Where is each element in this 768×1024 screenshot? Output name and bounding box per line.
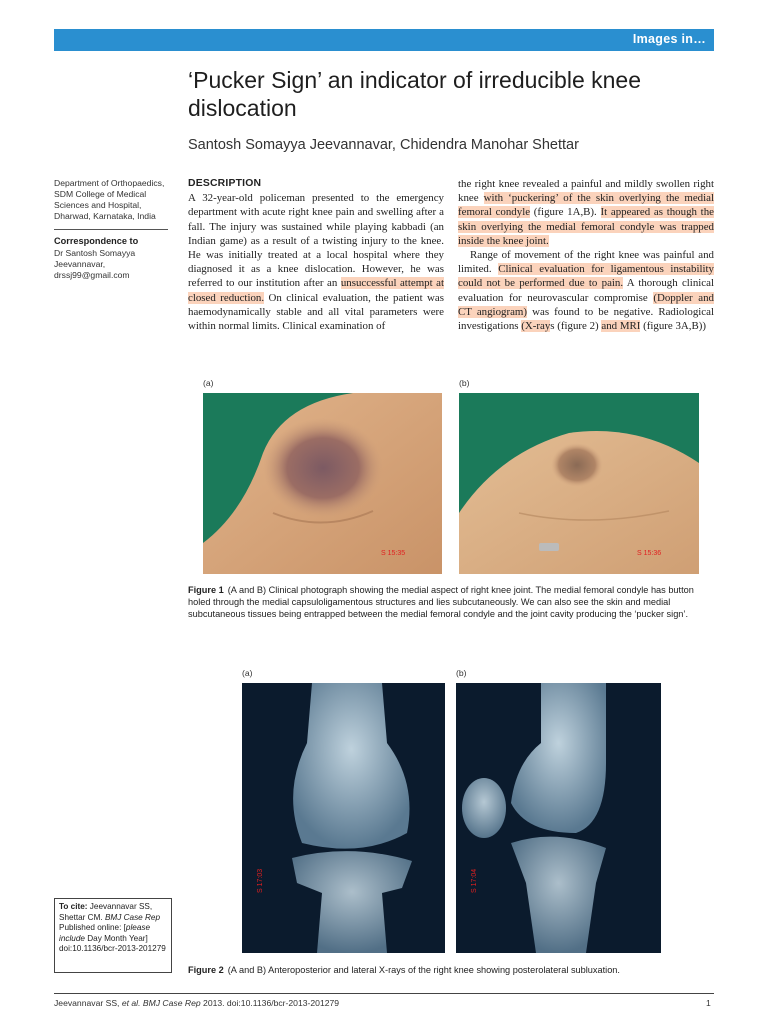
section-heading: DESCRIPTION <box>188 178 262 189</box>
cite-text: Day Month Year] doi:10.1136/bcr-2013-201279 <box>59 933 166 954</box>
figure2-xray-a <box>242 683 445 953</box>
cite-text: Jeevannavar SS, Shettar CM. <box>59 902 153 922</box>
figure2-label-a: (a) <box>242 668 253 678</box>
svg-text:S 17:03: S 17:03 <box>257 868 264 893</box>
figure1-label-b: (b) <box>459 378 470 388</box>
figure2-caption-text: (A and B) Anteroposterior and lateral X-rays of the right knee showing posterolateral subluxation. <box>227 965 620 975</box>
figure1-caption <box>188 584 712 620</box>
paragraph <box>458 177 714 248</box>
cite-text: Published online: [ <box>59 923 126 933</box>
cite-label: To cite: <box>59 902 88 911</box>
paragraph <box>458 248 714 333</box>
figure1-photo-a <box>203 393 442 574</box>
body-text: (figure 3A,B)) <box>640 320 707 333</box>
footer-authors: Jeevannavar SS, <box>54 998 122 1008</box>
highlight: It appeared as though the skin overlying the medial femoral condyle was trapped inside the knee joint. <box>458 206 714 247</box>
article-authors: Santosh Somayya Jeevannavar, Chidendra Manohar Shettar <box>188 137 579 153</box>
footer-doi: 2013. doi:10.1136/bcr-2013-201279 <box>200 998 340 1008</box>
figure1-caption-text: (A and B) Clinical photograph showing the medial aspect of right knee joint. The medial femoral condyle has button holed through the medial capsuloligamentous structures and lies subcutaneously. We can also see the skin and medial subcutaneous tissues being entrapped between the medial femoral condyle and the joint cavity producing the ‘pucker sign’. <box>188 585 694 619</box>
body-column-2 <box>458 177 714 333</box>
affiliation: Department of Orthopaedics, SDM College of Medical Sciences and Hospital, Dharwad, Karnataka, India <box>54 178 165 221</box>
article-title: ‘Pucker Sign’ an indicator of irreducible knee dislocation <box>188 67 642 121</box>
banner-label: Images in… <box>632 32 706 46</box>
svg-text:S 15:36: S 15:36 <box>637 550 662 557</box>
figure1-photo-b <box>459 393 699 574</box>
body-text: On clinical evaluation, the patient was haemodynamically stable and all vital parameters were within normal limits. Clinical examination of <box>188 291 444 333</box>
highlight: with ‘puckering’ of the skin overlying the medial femoral condyle <box>458 192 715 219</box>
body-text: s (figure 2) <box>550 320 602 333</box>
footer-journal: et al. BMJ Case Rep <box>121 998 201 1008</box>
svg-text:S 15:35: S 15:35 <box>381 550 406 557</box>
highlight: (X-ray <box>521 320 551 333</box>
figure1-label-a: (a) <box>203 378 214 388</box>
figure2-caption <box>188 964 712 976</box>
body-text: A thorough clinical evaluation for neurovascular compromise <box>458 277 714 304</box>
correspondence-details <box>54 248 174 281</box>
correspondence-email[interactable]: drssj99@gmail.com <box>54 270 130 280</box>
svg-text:S 17:04: S 17:04 <box>471 868 478 893</box>
footer-rule <box>54 993 714 994</box>
body-text: A 32-year-old policeman presented to the emergency department with acute right knee pain and swelling after a fall. The injury was sustained while playing kabbadi (an Indian game) as a result of a twisting injury to the knee. He was initially treated at a local hospital where they diagnosed it as a knee dislocation. However, he was referred to our institution after an <box>188 192 444 290</box>
body-column-1 <box>188 177 444 333</box>
citation-box <box>54 898 172 973</box>
figure2-caption-label: Figure 2 <box>188 965 224 975</box>
section-banner <box>54 29 714 51</box>
figure1-caption-label: Figure 1 <box>188 585 224 595</box>
footer-citation <box>54 998 339 1008</box>
page-number: 1 <box>706 998 711 1008</box>
cite-placeholder: please include <box>59 923 151 943</box>
highlight: (Doppler and CT angiogram) <box>458 291 714 318</box>
body-text: (figure 1A,B). <box>530 206 601 219</box>
body-text: was found to be negative. Radiological investigations <box>458 305 714 333</box>
divider <box>54 229 168 230</box>
cite-journal: BMJ Case Rep <box>104 912 161 922</box>
highlight: Clinical evaluation for ligamentous instability could not be performed due to pain. <box>458 263 714 290</box>
correspondence-heading: Correspondence to <box>54 236 139 246</box>
body-text: the right knee revealed a painful and mildly swollen right knee <box>458 178 714 205</box>
figure2-xray-b <box>456 683 661 953</box>
body-text: Range of movement of the right knee was painful and limited. <box>458 249 714 276</box>
correspondence-name: Dr Santosh Somayya Jeevannavar, <box>54 248 136 269</box>
figure2-label-b: (b) <box>456 668 467 678</box>
highlight: and MRI <box>601 320 641 333</box>
highlight: unsuccessful attempt at closed reduction. <box>188 277 444 304</box>
